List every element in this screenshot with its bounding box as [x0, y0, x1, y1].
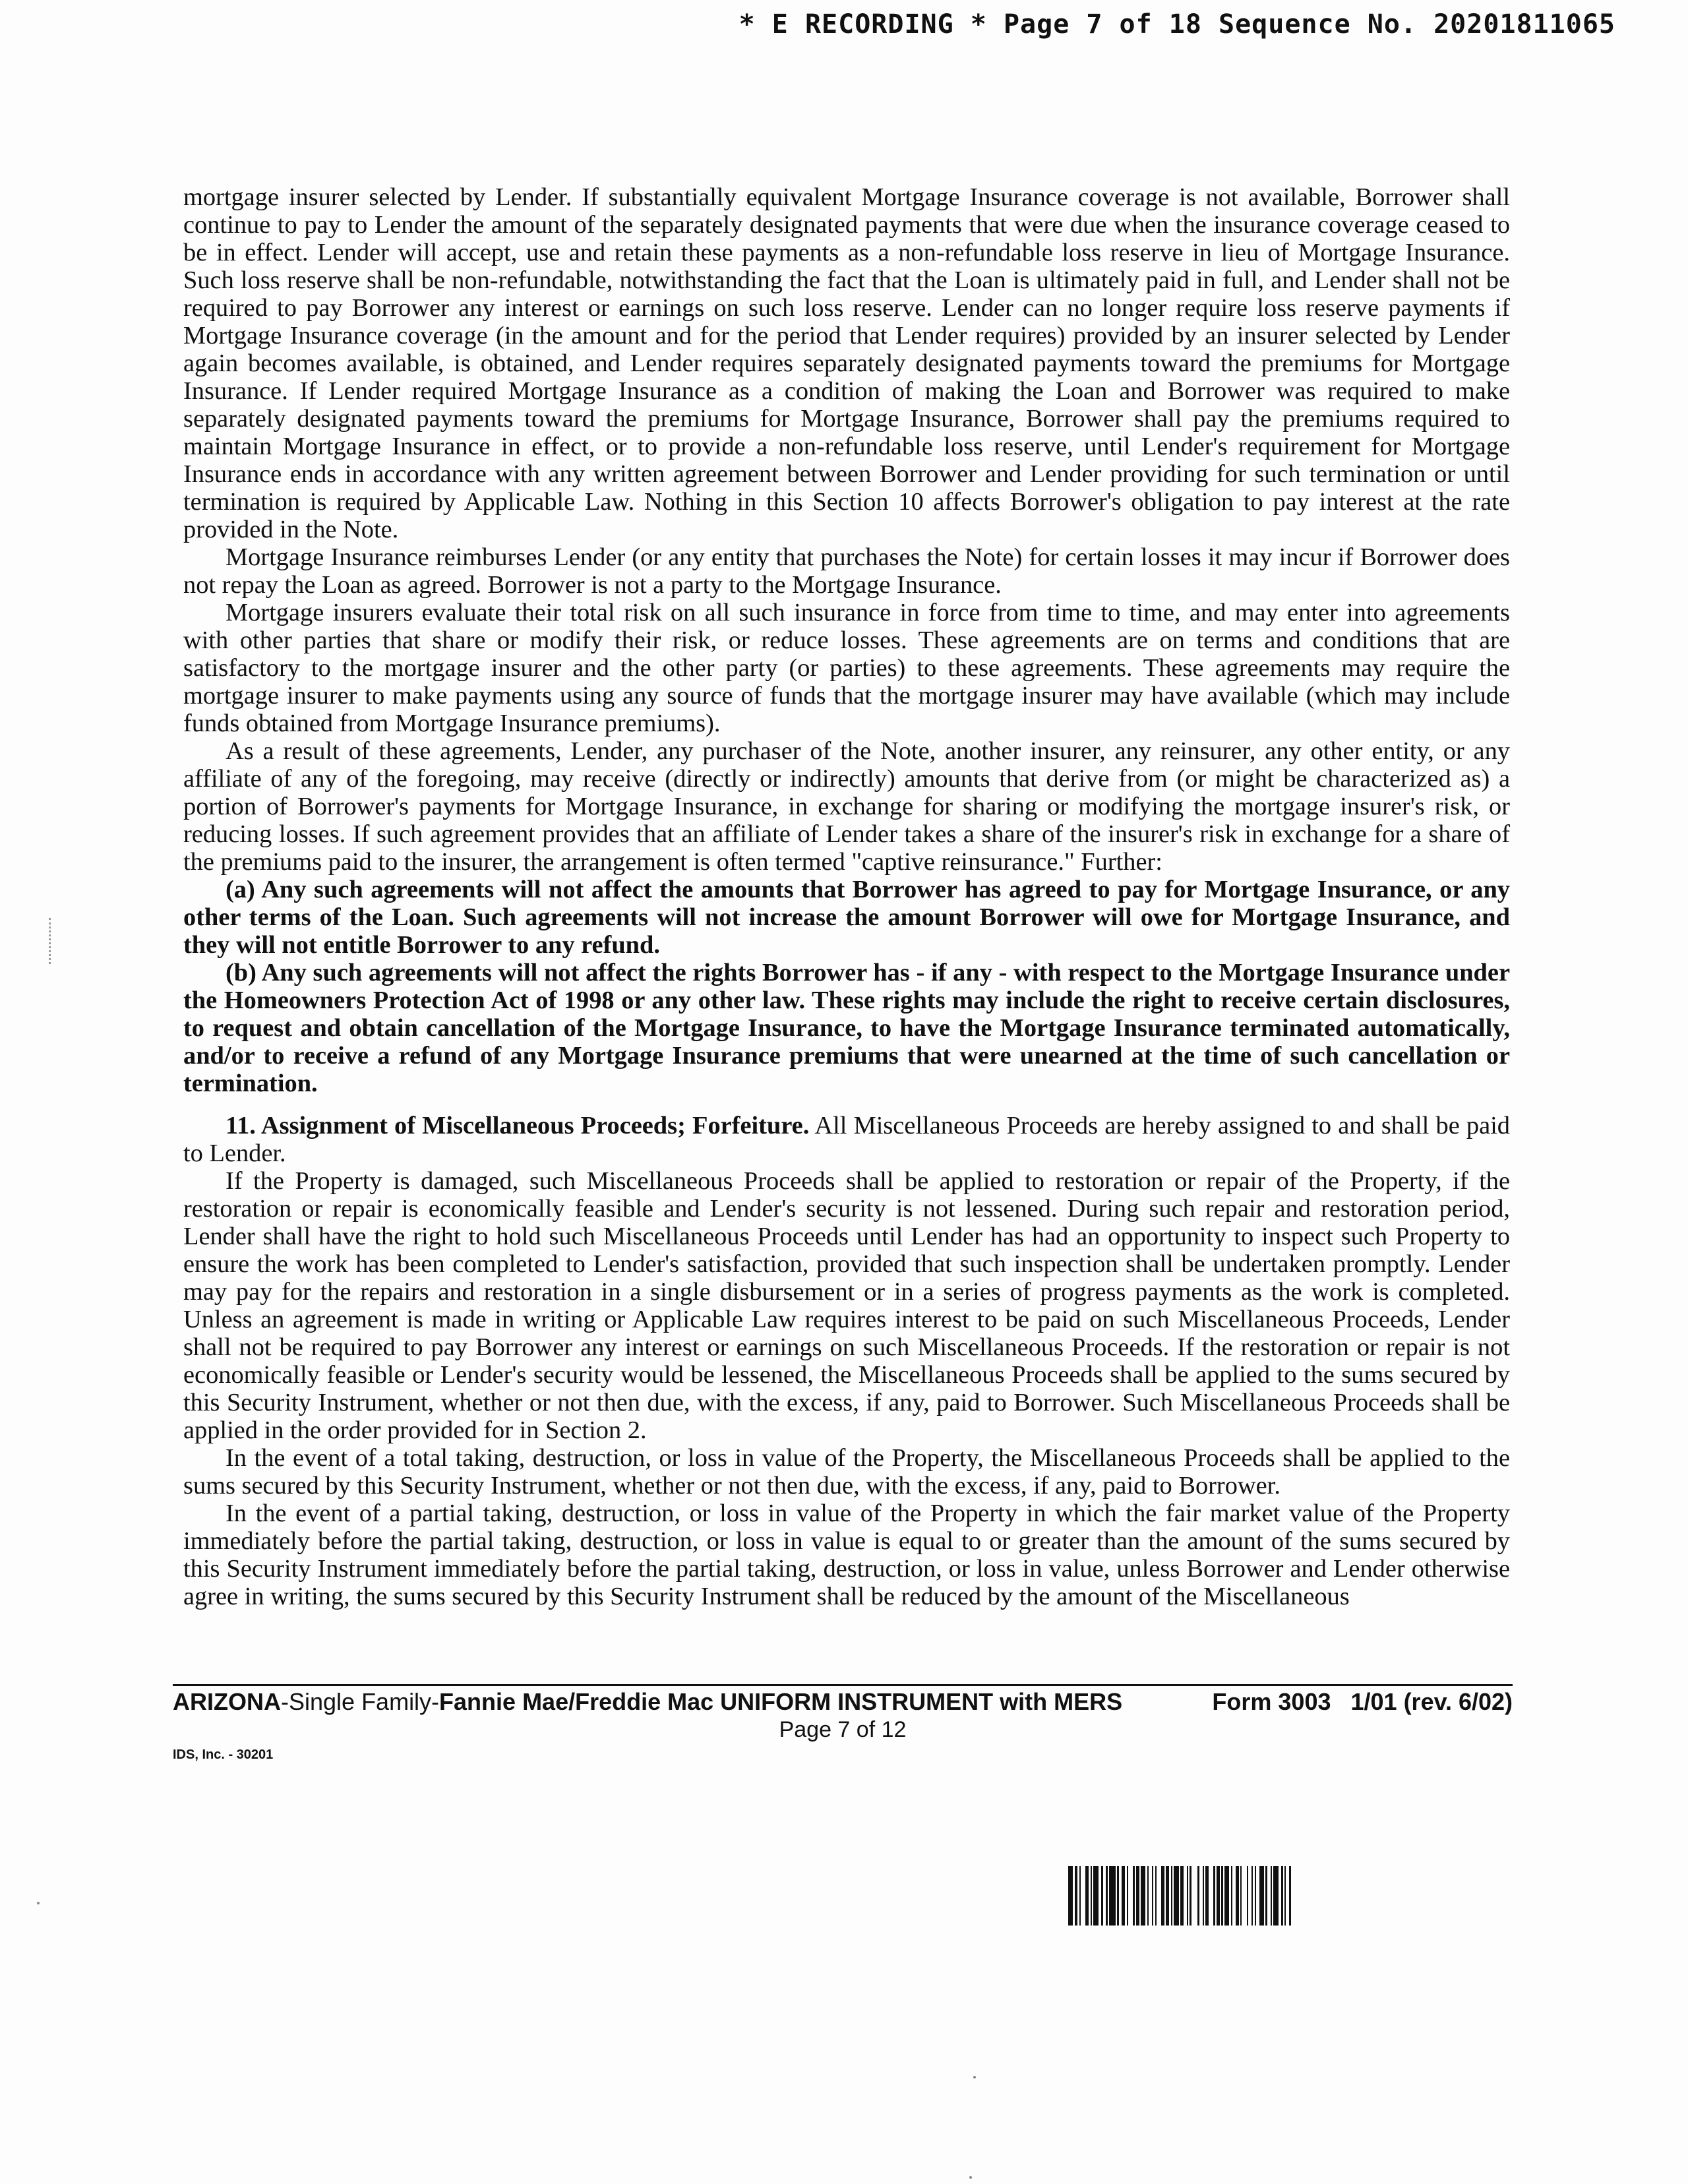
paragraph-property-damaged: If the Property is damaged, such Miscellaneous Proceeds shall be applied to restoration or repair of the Property, if the restoration or repair is economically feasible and Lender's security is not lessened. During such repair and restoration period, Lender shall have the right to hold such Miscellaneous Proceeds until Lender has had an opportunity to inspect such Property to ensure the work has been completed to Lender's satisfaction, provided that such inspection shall be undertaken promptly. Lender may pay for the repairs and restoration in a single disbursement or in a series of progress payments as the work is completed. Unless an agreement is made in writing or Applicable Law requires interest to be paid on such Miscellaneous Proceeds, Lender shall not be required to pay Borrower any interest or earnings on such Miscellaneous Proceeds. If the restoration or repair is not economically feasible or Lender's security would be lessened, the Miscellaneous Proceeds shall be applied to the sums secured by this Security Instrument, whether or not then due, with the excess, if any, paid to Borrower. Such Miscellaneous Proceeds shall be applied in the order provided for in Section 2.	[183, 1167, 1510, 1444]
form-footer	[173, 1684, 1513, 1743]
scan-speck	[973, 2076, 976, 2078]
paragraph-mortgage-insurer-continued: mortgage insurer selected by Lender. If substantially equivalent Mortgage Insurance coverage is not available, Borrower shall continue to pay to Lender the amount of the separately designated payments that were due when the insurance coverage ceased to be in effect. Lender will accept, use and retain these payments as a non-refundable loss reserve in lieu of Mortgage Insurance. Such loss reserve shall be non-refundable, notwithstanding the fact that the Loan is ultimately paid in full, and Lender shall not be required to pay Borrower any interest or earnings on such loss reserve. Lender can no longer require loss reserve payments if Mortgage Insurance coverage (in the amount and for the period that Lender requires) provided by an insurer selected by Lender again becomes available, is obtained, and Lender requires separately designated payments toward the premiums for Mortgage Insurance. If Lender required Mortgage Insurance as a condition of making the Loan and Borrower was required to make separately designated payments toward the premiums for Mortgage Insurance, Borrower shall pay the premiums required to maintain Mortgage Insurance in effect, or to provide a non-refundable loss reserve, until Lender's requirement for Mortgage Insurance ends in accordance with any written agreement between Borrower and Lender providing for such termination or until termination is required by Applicable Law. Nothing in this Section 10 affects Borrower's obligation to pay interest at the rate provided in the Note.	[183, 183, 1510, 543]
scan-speck	[37, 1902, 40, 1904]
paragraph-agreements-result: As a result of these agreements, Lender, any purchaser of the Note, another insurer, any reinsurer, any other entity, or any affiliate of any of the foregoing, may receive (directly or indirectly) amounts that derive from (or might be characterized as) a portion of Borrower's payments for Mortgage Insurance, in exchange for sharing or modifying the mortgage insurer's risk, or reducing losses. If such agreement provides that an affiliate of Lender takes a share of the insurer's risk in exchange for a share of the premiums paid to the insurer, the arrangement is often termed "captive reinsurance." Further:	[183, 737, 1510, 876]
paragraph-partial-taking: In the event of a partial taking, destruction, or loss in value of the Property in which the fair market value of the Property immediately before the partial taking, destruction, or loss in value is equal to or greater than the amount of the sums secured by this Security Instrument immediately before the partial taking, destruction, or loss in value, unless Borrower and Lender otherwise agree in writing, the sums secured by this Security Instrument shall be reduced by the amount of the Miscellaneous	[183, 1500, 1510, 1610]
paragraph-mi-risk: Mortgage insurers evaluate their total risk on all such insurance in force from time to time, and may enter into agreements with other parties that share or modify their risk, or reduce losses. These agreements are on terms and conditions that are satisfactory to the mortgage insurer and the other party (or parties) to these agreements. These agreements may require the mortgage insurer to make payments using any source of funds that the mortgage insurer may have available (which may include funds obtained from Mortgage Insurance premiums).	[183, 599, 1510, 737]
scan-speck	[969, 2176, 972, 2179]
paragraph-clause-b: (b) Any such agreements will not affect the rights Borrower has - if any - with respect to the Mortgage Insurance under the Homeowners Protection Act of 1998 or any other law. These rights may include the right to receive certain disclosures, to request and obtain cancellation of the Mortgage Insurance, to have the Mortgage Insurance terminated automatically, and/or to receive a refund of any Mortgage Insurance premiums that were unearned at the time of such cancellation or termination.	[183, 959, 1510, 1097]
state-name: ARIZONA	[173, 1688, 281, 1715]
footer-rule	[173, 1684, 1513, 1686]
form-number: Form 3003 1/01 (rev. 6/02)	[1212, 1688, 1513, 1715]
footer-row	[173, 1687, 1513, 1716]
document-body	[183, 183, 1510, 1610]
form-description	[173, 1687, 1122, 1716]
form-desc-bold: Fannie Mae/Freddie Mac UNIFORM INSTRUMENT with MERS	[439, 1688, 1123, 1715]
form-desc-plain: -Single Family-	[281, 1688, 440, 1715]
ids-code: IDS, Inc. - 30201	[173, 1747, 274, 1762]
section-11-heading: 11. Assignment of Miscellaneous Proceeds; Forfeiture.	[226, 1112, 810, 1139]
barcode	[1068, 1866, 1503, 1926]
scan-edge-marks	[49, 918, 53, 964]
paragraph-total-taking: In the event of a total taking, destruction, or loss in value of the Property, the Miscellaneous Proceeds shall be applied to the sums secured by this Security Instrument, whether or not then due, with the excess, if any, paid to Borrower.	[183, 1444, 1510, 1500]
recording-stamp: * E RECORDING * Page 7 of 18 Sequence No. 20201811065	[738, 9, 1615, 40]
paragraph-mi-reimburses: Mortgage Insurance reimburses Lender (or any entity that purchases the Note) for certain losses it may incur if Borrower does not repay the Loan as agreed. Borrower is not a party to the Mortgage Insurance.	[183, 543, 1510, 599]
section-11-text: All Miscellaneous Proceeds are hereby assigned to and shall be paid to Lender.	[183, 1112, 1510, 1167]
paragraph-clause-a: (a) Any such agreements will not affect the amounts that Borrower has agreed to pay for Mortgage Insurance, or any other terms of the Loan. Such agreements will not increase the amount Borrower will owe for Mortgage Insurance, and they will not entitle Borrower to any refund.	[183, 876, 1510, 959]
page-number: Page 7 of 12	[779, 1717, 907, 1742]
section-11	[183, 1112, 1510, 1167]
